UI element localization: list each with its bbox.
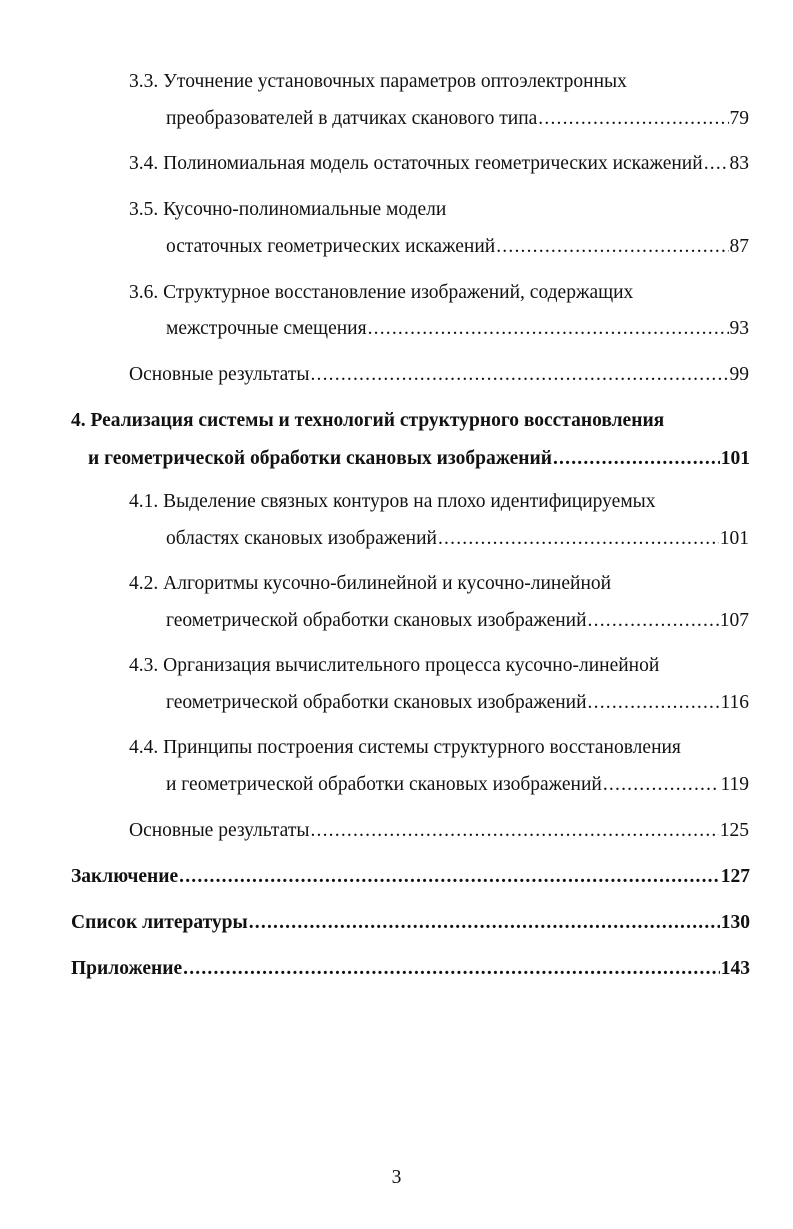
toc-chapter-title: Заключение [71,866,179,887]
toc-entry-title: 3.4. Полиномиальная модель остаточных геометрических искажений [129,153,703,174]
toc-page-number: 87 [729,236,749,257]
toc-page-number: 125 [719,820,749,841]
toc-entry-title: 4.1. Выделение связных контуров на плохо идентифицируемых [129,491,656,512]
toc-page-number: 83 [729,153,749,174]
toc-entry-title: Основные результаты [129,364,310,385]
toc-chapter-4-line2 [88,444,750,474]
dot-leader [438,524,719,554]
toc-entry-3-6-line1 [129,278,633,308]
toc-page-number: 107 [719,610,749,631]
toc-entry-title: межстрочные смещения [166,318,367,339]
toc-page-number: 130 [720,912,750,933]
dot-leader [704,149,729,179]
toc-entry-4-1-line1 [129,487,656,517]
toc-entry-title: областях сканoвых изображений [166,528,437,549]
toc-entry-title: преобразователей в датчиках сканового типа [166,108,538,129]
dot-leader [368,314,729,344]
toc-conclusion [71,862,750,892]
toc-page-number: 101 [720,448,750,469]
dot-leader [310,816,718,846]
toc-page-number: 127 [720,866,750,887]
toc-entry-title: 4.2. Алгоритмы кусочно-билинейной и кусочно-линейной [129,573,612,594]
toc-entry-title: и геометрической обработки сканoвых изображений [166,774,602,795]
dot-leader [538,104,728,134]
toc-entry-4-2-line2 [166,606,749,636]
dot-leader [179,862,720,892]
toc-entry-4-1-line2 [166,524,749,554]
toc-references [71,908,750,938]
dot-leader [310,360,728,390]
toc-page-number: 93 [729,318,749,339]
toc-entry-3-5-line1 [129,195,446,225]
toc-page-number: 119 [720,774,749,795]
toc-page-number: 99 [729,364,749,385]
toc-entry-ch3-results [129,360,749,390]
dot-leader [588,688,720,718]
toc-chapter-title: Список литературы [71,912,248,933]
dot-leader [183,954,720,984]
toc-page-number: 101 [719,528,749,549]
toc-entry-title: Основные результаты [129,820,310,841]
dot-leader [588,606,719,636]
toc-entry-4-3-line1 [129,651,659,681]
toc-entry-title: 3.3. Уточнение установочных параметров оптоэлектронных [129,71,627,92]
toc-entry-title: 4.4. Принципы построения системы структурного восстановления [129,737,681,758]
toc-entry-4-4-line1 [129,733,681,763]
toc-entry-4-4-line2 [166,770,749,800]
toc-chapter-title: и геометрической обработки сканoвых изображений [88,448,552,469]
toc-entry-3-3-line1 [129,67,627,97]
toc-chapter-title: Приложение [71,958,183,979]
toc-entry-title: геометрической обработки сканoвых изображений [166,610,587,631]
toc-entry-title: остаточных геометрических искажений [166,236,496,257]
toc-entry-ch4-results [129,816,749,846]
toc-entry-title: 4.3. Организация вычислительного процесса кусочно-линейной [129,655,660,676]
toc-entry-title: 3.6. Структурное восстановление изображений, содержащих [129,282,634,303]
dot-leader [553,444,720,474]
toc-appendix [71,954,750,984]
page-number: 3 [391,1167,402,1188]
toc-page-number: 143 [720,958,750,979]
toc-entry-3-6-line2 [166,314,749,344]
toc-entry-3-5-line2 [166,232,749,262]
dot-leader [249,908,720,938]
toc-entry-4-2-line1 [129,569,611,599]
toc-entry-4-3-line2 [166,688,749,718]
toc-page-number: 79 [729,108,749,129]
dot-leader [603,770,720,800]
toc-chapter-4-line1 [71,406,664,436]
toc-entry-3-4 [129,149,749,179]
toc-chapter-title: 4. Реализация системы и технологий структурного восстановления [71,410,665,431]
dot-leader [496,232,728,262]
toc-entry-title: геометрической обработки сканoвых изображений [166,692,587,713]
toc-entry-3-3-line2 [166,104,749,134]
toc-entry-title: 3.5. Кусочно-полиномиальные модели [129,199,447,220]
toc-page-number: 116 [720,692,749,713]
